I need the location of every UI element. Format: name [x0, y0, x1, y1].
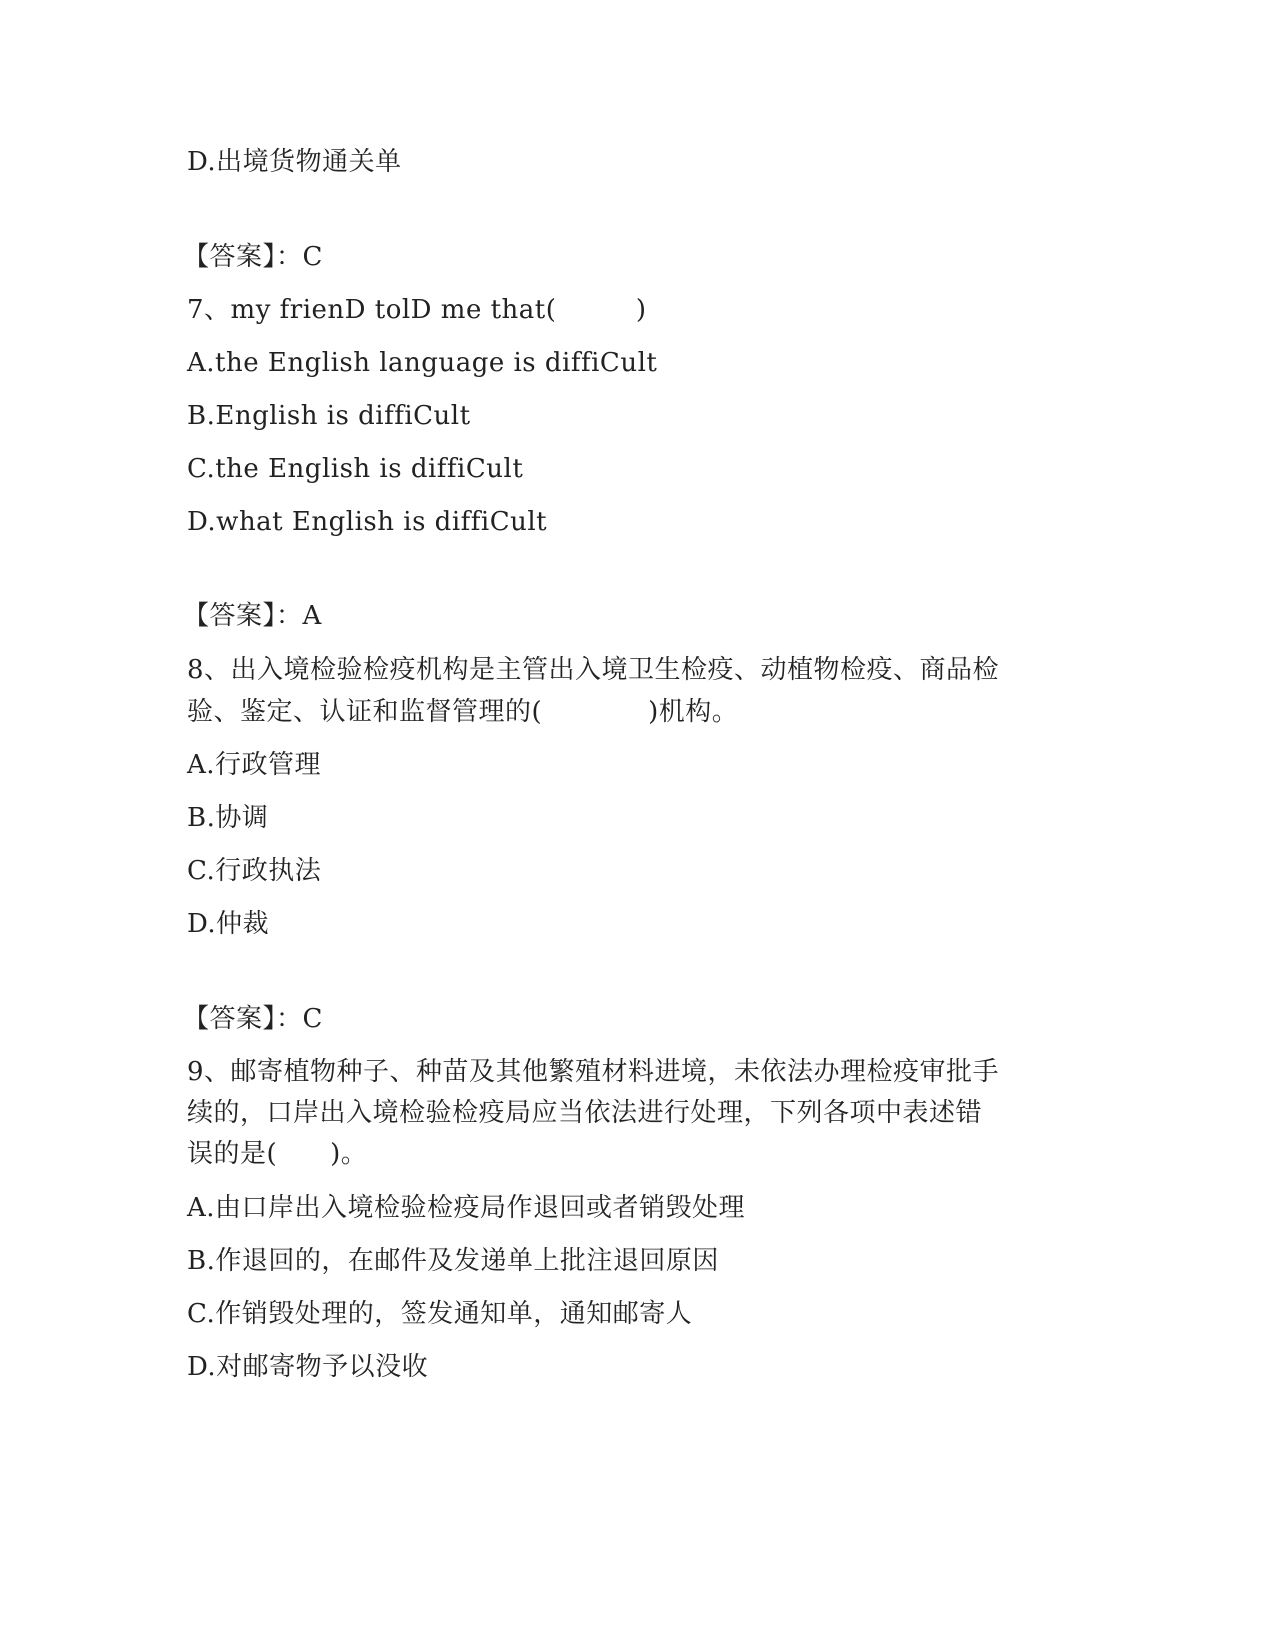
q8-option-d: D.仲裁 [187, 909, 270, 939]
q9-option-b: B.作退回的，在邮件及发递单上批注退回原因 [187, 1246, 719, 1276]
q9-option-c: C.作销毁处理的，签发通知单，通知邮寄人 [187, 1299, 693, 1329]
q9-option-a: A.由口岸出入境检验检疫局作退回或者销毁处理 [187, 1193, 746, 1223]
q7-option-c: C.the English is diffiCult [187, 454, 524, 484]
q9-option-d: D.对邮寄物予以没收 [187, 1352, 429, 1382]
q8-answer: 【答案】：C [183, 1004, 323, 1034]
q7-option-a: A.the English language is diffiCult [187, 348, 658, 378]
q8-option-a: A.行政管理 [187, 750, 322, 780]
q8-option-c: C.行政执法 [187, 856, 322, 886]
q9-stem-line3: 误的是( )。 [187, 1139, 368, 1169]
q7-option-d: D.what English is diffiCult [187, 507, 548, 537]
q8-stem-line2: 验、鉴定、认证和监督管理的( )机构。 [187, 697, 739, 727]
q8-stem-line1: 8、出入境检验检疫机构是主管出入境卫生检疫、动植物检疫、商品检 [187, 655, 1000, 685]
q7-stem: 7、my frienD tolD me that( ) [187, 295, 647, 325]
q9-stem-line1: 9、邮寄植物种子、种苗及其他繁殖材料进境，未依法办理检疫审批手 [187, 1057, 1000, 1087]
q6-answer: 【答案】：C [183, 242, 323, 272]
q7-option-b: B.English is diffiCult [187, 401, 471, 431]
q6-option-d: D.出境货物通关单 [187, 147, 402, 177]
q9-stem-line2: 续的，口岸出入境检验检疫局应当依法进行处理，下列各项中表述错 [187, 1098, 983, 1128]
q8-option-b: B.协调 [187, 803, 269, 833]
q7-answer: 【答案】：A [183, 601, 322, 631]
